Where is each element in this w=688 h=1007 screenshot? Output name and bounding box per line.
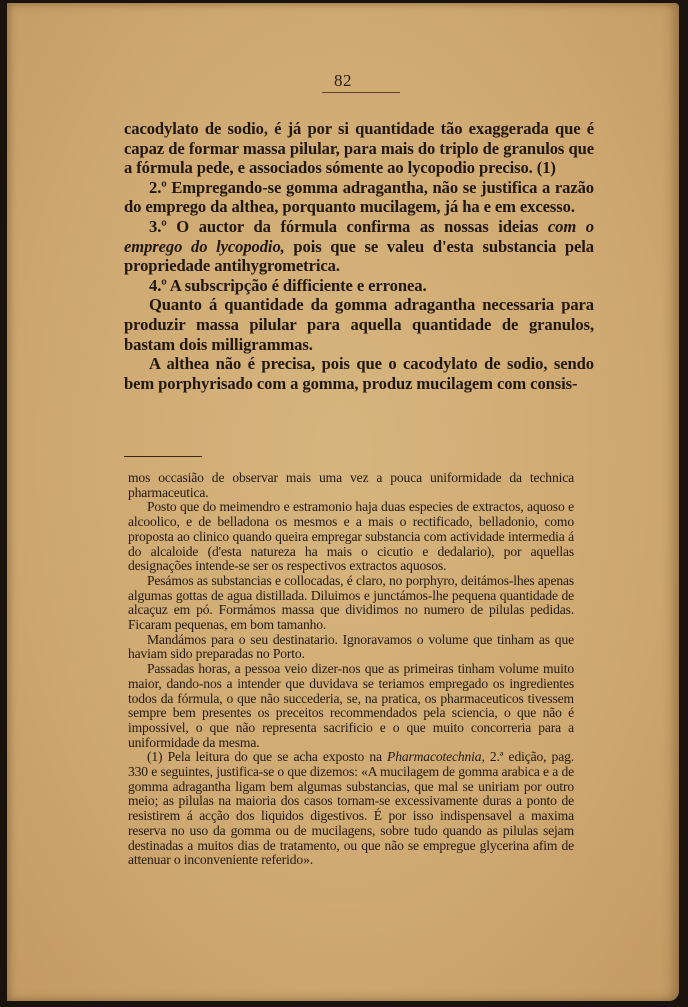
book-page <box>7 3 679 1001</box>
paragraph-point-3 <box>124 217 594 276</box>
footnote-1-text: (1) Pela leitura do que se acha exposto na <box>147 749 388 765</box>
footnote-continuation: mos occasião de observar mais uma vez a pouca uniformidade da technica pharmaceutica. <box>128 470 574 500</box>
footnote-1-text-end: 2.ª edição, pag. 330 e seguintes, justifica-se o que dizemos: «A mucilagem de gomma arabica e a de gomma adragantha ligam bem algumas substancias, que mal se uniriam por outro meio; as pilulas na maioria dos casos tornam-se excessivamente duras a ponto de resistirem á acção dos liquidos digestivos. É por isso indispensavel a maxima reserva no uso da gomma ou de mucilagens, sobre tudo quando as pilulas sejam destinadas a muitos dias de tratamento, ou que não se empregue glycerina afim de attenuar o inconveniente referido». <box>128 749 574 868</box>
page-number: 82 <box>334 71 352 90</box>
footnote-paragraph: Pesámos as substancias e collocadas, é claro, no porphyro, deitámos-lhes apenas algumas gottas de agua distillada. Diluimos e junctámos-lhe pequena quantidade de alcaçuz em pó. Formámos massa que dividimos no numero de pilulas pedidas. Ficaram pequenas, em bom tamanho. <box>128 572 574 633</box>
point-3-text: 3.º O auctor da fórmula confirma as nossas ideias <box>149 216 548 236</box>
paragraph-continuation: cacodylato de sodio, é já por si quantidade tão exaggerada que é capaz de formar massa pilular, para mais do triplo de granulos que a fórmula pede, e associados sómente ao lycopodio preciso. (1) <box>124 119 594 178</box>
footnote-1 <box>128 750 574 868</box>
paragraph-althea: A althea não é precisa, pois que o cacodylato de sodio, sendo bem porphyrisado com a gomma, produz mucilagem com consis- <box>124 354 594 393</box>
point-3-text-end: pois que se valeu d'esta substancia pela propriedade antihygrometrica. <box>124 236 594 276</box>
point-3-italic: com o emprego do lycopodio, <box>124 216 595 256</box>
paragraph-quantity: Quanto á quantidade da gomma adragantha necessaria para produzir massa pilular para aquella quantidade de granulos, bastam dois milligrammas. <box>124 295 594 354</box>
footnotes <box>128 471 574 868</box>
footnote-1-italic: Pharmacotechnia, <box>387 749 485 765</box>
footnote-paragraph: Mandámos para o seu destinatario. Ignoravamos o volume que tinham as que haviam sido preparadas no Porto. <box>128 631 574 662</box>
footnote-separator <box>124 456 202 457</box>
page-number-rule <box>322 92 400 93</box>
main-text <box>124 119 594 393</box>
paragraph-point-4: 4.º A subscripção é difficiente e erronea. <box>149 275 427 295</box>
footnote-paragraph: Passadas horas, a pessoa veio dizer-nos que as primeiras tinham volume muito maior, dando-nos a intender que duvidava se teriamos empregado os ingredientes todos da fórmula, o que não succederia, se, na pratica, os pharmaceuticos tivessem sempre bem presentes os preceitos recommendados pela sciencia, o que não é impossivel, o que não representa sacrificio e o que muito concorreria para a uniformidade da mesma. <box>128 661 574 750</box>
paragraph-point-2: 2.º Empregando-se gomma adragantha, não se justifica a razão do emprego da althea, porquanto mucilagem, já ha e em excesso. <box>124 177 594 217</box>
footnote-paragraph: Posto que do meimendro e estramonio haja duas especies de extractos, aquoso e alcoolico, e de belladona os mesmos e a mais o rectificado, belladonio, como proposta ao clinico quando queira empregar substancia com actividade intermedia á do alcaloide (d'esta natureza ha mais o cicutio e dedalario), por aquellas designações intende-se ser os respectivos extractos aquosos. <box>128 499 574 574</box>
